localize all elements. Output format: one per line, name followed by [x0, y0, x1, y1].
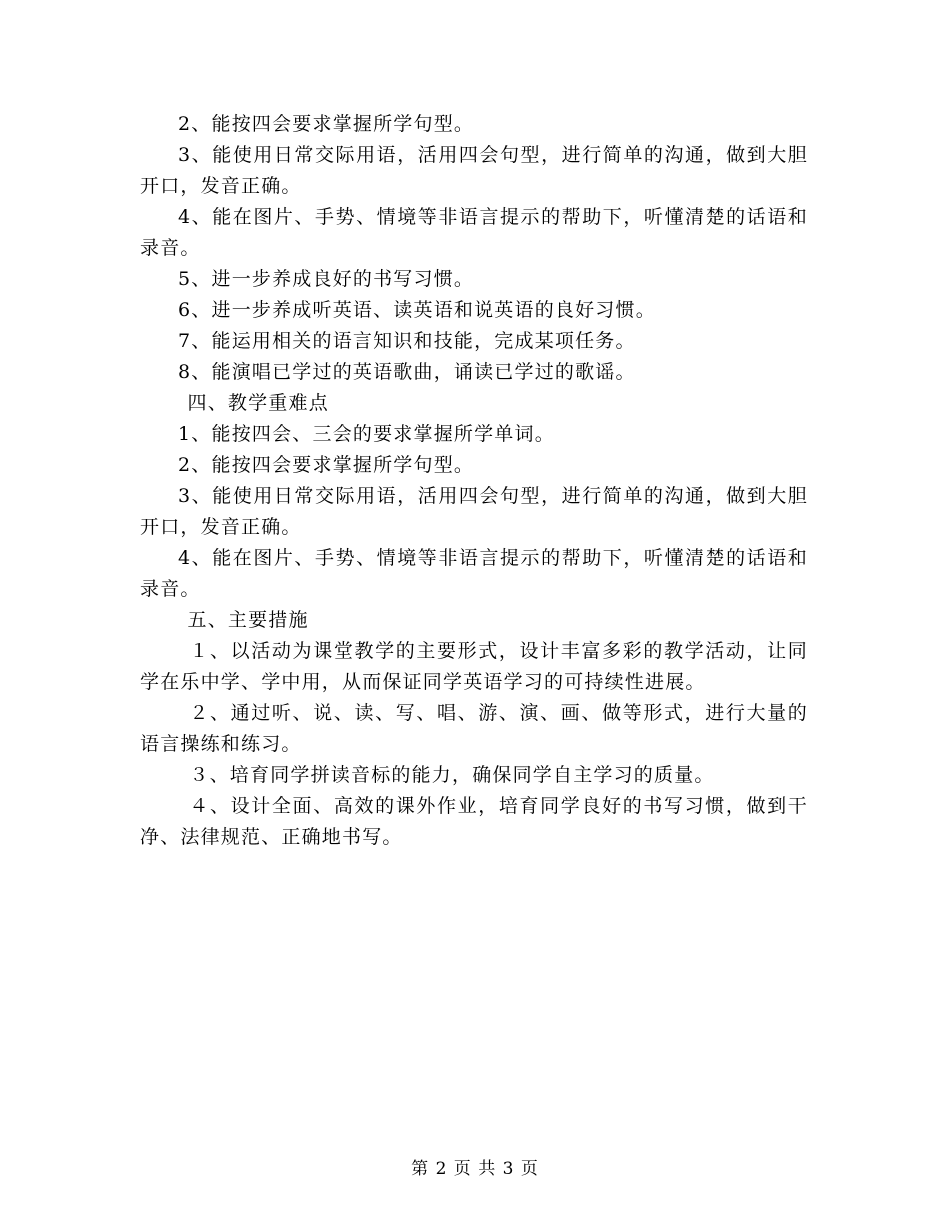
- section-heading: 四、教学重难点: [187, 392, 329, 414]
- document-body: [140, 109, 808, 853]
- paragraph: 1、能按四会、三会的要求掌握所学单词。: [178, 423, 555, 445]
- paragraph: 2、能按四会要求掌握所学句型。: [178, 113, 475, 135]
- paragraph: 3、能使用日常交际用语，活用四会句型，进行简单的沟通，做到大胆开口，发音正确。: [140, 485, 808, 538]
- paragraph: 2、能按四会要求掌握所学句型。: [178, 454, 475, 476]
- page-footer: 第 2 页 共 3 页: [411, 1159, 539, 1179]
- paragraph: ４、设计全面、高效的课外作业，培育同学良好的书写习惯，做到干净、法律规范、正确地书写。: [140, 795, 808, 848]
- paragraph: 8、能演唱已学过的英语歌曲，诵读已学过的歌谣。: [178, 361, 636, 383]
- paragraph: 4、能在图片、手势、情境等非语言提示的帮助下，听懂清楚的话语和录音。: [140, 206, 808, 259]
- paragraph: 7、能运用相关的语言知识和技能，完成某项任务。: [178, 330, 636, 352]
- section-heading: 五、主要措施: [187, 609, 309, 631]
- paragraph: 4、能在图片、手势、情境等非语言提示的帮助下，听懂清楚的话语和录音。: [140, 547, 808, 600]
- paragraph: ２、通过听、说、读、写、唱、游、演、画、做等形式，进行大量的语言操练和练习。: [140, 702, 808, 755]
- paragraph: 3、能使用日常交际用语，活用四会句型，进行简单的沟通，做到大胆开口，发音正确。: [140, 144, 808, 197]
- paragraph: 5、进一步养成良好的书写习惯。: [178, 268, 475, 290]
- paragraph: 6、进一步养成听英语、读英语和说英语的良好习惯。: [178, 299, 656, 321]
- paragraph: ３、培育同学拼读音标的能力，确保同学自主学习的质量。: [189, 764, 715, 786]
- paragraph: １、以活动为课堂教学的主要形式，设计丰富多彩的教学活动，让同学在乐中学、学中用，从而保证同学英语学习的可持续性进展。: [140, 640, 808, 693]
